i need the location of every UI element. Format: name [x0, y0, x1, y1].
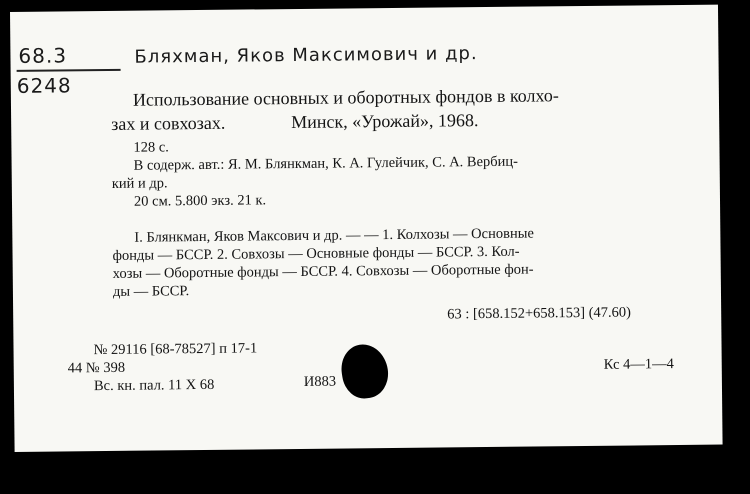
contents-line-1: В содерж. авт.: Я. М. Блянкман, К. А. Гулейчик, С. А. Вербиц-	[133, 153, 519, 174]
shelf-mark-bottom: 6248	[16, 73, 72, 98]
title-line-1: Использование основных и оборотных фондов в колхо-	[132, 85, 559, 110]
tracing-line-4: ды — БССР.	[112, 283, 190, 300]
registration-number: № 29116 [68-78527] п 17-1	[93, 340, 258, 359]
ink-blot	[338, 341, 392, 401]
author-code: И883	[303, 373, 337, 390]
contents-line-2: кий и др.	[111, 175, 168, 192]
kc-code: Кс 4—1—4	[603, 356, 674, 373]
tracing-line-3: хозы — Оборотные фонды — БССР. 4. Совхозы — Оборотные фон-	[112, 261, 534, 282]
format-line: 20 см. 5.800 экз. 21 к.	[133, 192, 267, 210]
shelf-mark-top: 68.3	[18, 43, 68, 68]
book-chamber-date: Вс. кн. пал. 11 X 68	[93, 376, 215, 395]
issue-number: 44 № 398	[67, 359, 126, 377]
tracing-line-2: фонды — БССР. 2. Совхозы — Основные фонды — БССР. 3. Кол-	[112, 243, 520, 264]
classification-number: 63 : [658.152+658.153] (47.60)	[447, 304, 632, 323]
title-line-2: зах и совхозах.	[111, 112, 226, 134]
shelf-mark-divider	[17, 69, 121, 72]
author-heading: Бляхман, Яков Максимович и др.	[134, 43, 478, 68]
tracing-line-1: I. Блянкман, Яков Максович и др. — — 1. Колхозы — Основные	[134, 225, 534, 246]
pages: 128 с.	[133, 139, 169, 156]
imprint: Минск, «Урожай», 1968.	[291, 110, 479, 133]
catalog-card	[10, 5, 723, 452]
